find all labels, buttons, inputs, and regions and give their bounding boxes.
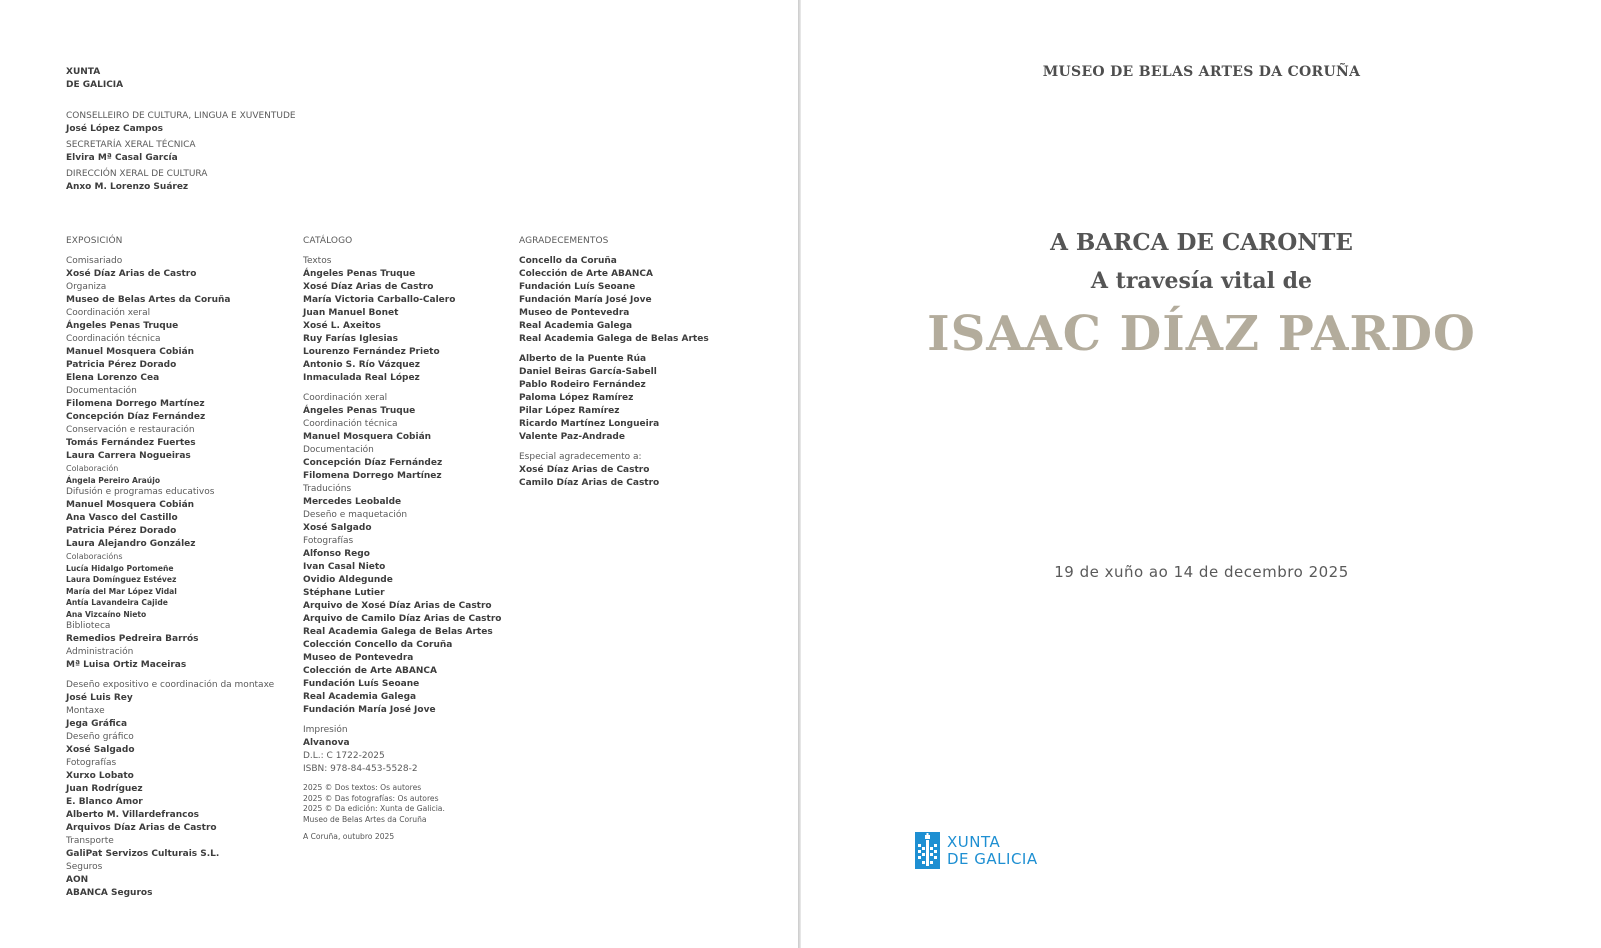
credit-role: Coordinación técnica (303, 419, 398, 429)
left-page (0, 0, 799, 948)
official-role: DIRECCIÓN XERAL DE CULTURA (66, 169, 208, 179)
credit-name: Concepción Díaz Fernández (66, 412, 206, 422)
logo-line-1: XUNTA (947, 832, 1001, 851)
credit-role: Deseño gráfico (66, 732, 134, 742)
credit-name: Alvanova (303, 738, 350, 748)
credit-name: Xosé Salgado (303, 523, 372, 533)
agradecementos-credits (519, 255, 709, 490)
imprint-line: Museo de Belas Artes da Coruña (303, 814, 427, 824)
credit-name: Xosé Díaz Arias de Castro (519, 465, 650, 475)
credit-role: Impresión (303, 725, 348, 735)
credit-name: Ángeles Penas Truque (303, 269, 416, 279)
credit-name: Manuel Mosquera Cobián (66, 500, 195, 510)
credit-name: Ángeles Penas Truque (303, 406, 416, 416)
credit-name: Tomás Fernández Fuertes (66, 438, 196, 448)
credit-name: Fundación Luís Seoane (303, 679, 420, 689)
credit-name: Ricardo Martínez Longueira (519, 419, 660, 429)
title-line-2: A travesía vital de (1090, 268, 1313, 294)
credit-name: Daniel Beiras García-Sabell (519, 367, 657, 377)
credit-name: AON (66, 875, 89, 885)
credit-name: Filomena Dorrego Martínez (66, 399, 205, 409)
credit-name: Patricia Pérez Dorado (66, 360, 177, 370)
credit-name: María del Mar López Vidal (66, 586, 177, 596)
credit-name: Xosé Salgado (66, 745, 135, 755)
catalogo-credits (303, 255, 501, 843)
credit-name: Patricia Pérez Dorado (66, 526, 177, 536)
credit-role: Conservación e restauración (66, 425, 195, 435)
exposicion-credits (66, 255, 274, 900)
officials-list (66, 107, 296, 194)
credit-name: Arquivo de Camilo Díaz Arias de Castro (303, 614, 502, 624)
credit-name: Concepción Díaz Fernández (303, 458, 443, 468)
credit-name: Real Academia Galega de Belas Artes (519, 334, 709, 344)
agradecementos-column (519, 235, 709, 490)
credit-name: María Victoria Carballo-Calero (303, 295, 456, 305)
credit-role: Colaboracións (66, 552, 123, 561)
title-main: ISAAC DÍAZ PARDO (927, 306, 1476, 362)
credit-name: Real Academia Galega (303, 692, 417, 702)
credit-role: Administración (66, 647, 134, 657)
logo-line-2: DE GALICIA (947, 849, 1038, 868)
credit-name: Laura Carrera Nogueiras (66, 451, 191, 461)
credit-name: Juan Manuel Bonet (303, 308, 399, 318)
credit-name: Fundación Luís Seoane (519, 282, 636, 292)
credit-role: Colaboración (66, 464, 119, 473)
credit-name: Laura Domínguez Estévez (66, 575, 177, 584)
credit-name: Xosé L. Axeitos (303, 321, 381, 331)
credit-role: Fotografías (66, 758, 117, 768)
xunta-masthead (66, 66, 123, 91)
credit-role: Montaxe (66, 706, 105, 716)
credit-role: D.L.: C 1722-2025 (303, 751, 385, 761)
xunta-logo (915, 832, 1038, 869)
credit-name: Stéphane Lutier (303, 588, 385, 598)
credit-name: Lourenzo Fernández Prieto (303, 347, 440, 357)
credit-name: Pablo Rodeiro Fernández (519, 380, 646, 390)
credit-role: Documentación (303, 445, 374, 455)
credit-role: Especial agradecemento a: (519, 452, 642, 462)
credit-role: Comisariado (66, 256, 123, 266)
imprint-line: 2025 © Das fotografías: Os autores (303, 793, 439, 803)
credit-role: Traducións (303, 484, 352, 494)
credit-role: Deseño e maquetación (303, 510, 408, 520)
credit-name: Fundación María José Jove (303, 705, 436, 715)
exposicion-column (66, 235, 274, 900)
credit-name: Mª Luisa Ortiz Maceiras (66, 660, 187, 670)
official-role: SECRETARÍA XERAL TÉCNICA (66, 140, 196, 150)
credit-name: Ruy Farías Iglesias (303, 334, 398, 344)
credit-role: Textos (303, 256, 332, 266)
spacer (303, 825, 501, 832)
agradecementos-heading: AGRADECEMENTOS (519, 236, 609, 246)
credit-name: Juan Rodríguez (66, 784, 143, 794)
credit-name: Colección Concello da Coruña (303, 640, 453, 650)
credit-name: Ángeles Penas Truque (66, 321, 179, 331)
credit-name: Museo de Belas Artes da Coruña (66, 295, 231, 305)
credit-role: Documentación (66, 386, 137, 396)
spacer (519, 444, 709, 451)
credit-name: Manuel Mosquera Cobián (303, 432, 432, 442)
credit-role: Transporte (66, 836, 114, 846)
credit-name: Arquivos Díaz Arias de Castro (66, 823, 217, 833)
credit-name: Ana Vasco del Castillo (66, 513, 178, 523)
credit-name: Real Academia Galega de Belas Artes (303, 627, 493, 637)
official-role: CONSELLEIRO DE CULTURA, LINGUA E XUVENTUDE (66, 111, 296, 121)
imprint-line: 2025 © Dos textos: Os autores (303, 783, 422, 792)
credit-name: Colección de Arte ABANCA (303, 666, 437, 676)
official-name: José López Campos (66, 124, 164, 134)
credit-name: Museo de Pontevedra (519, 308, 630, 318)
museum-name: MUSEO DE BELAS ARTES DA CORUÑA (1042, 64, 1361, 80)
credit-role: Coordinación técnica (66, 334, 161, 344)
credit-name: Fundación María José Jove (519, 295, 652, 305)
credit-name: Alberto M. Villardefrancos (66, 810, 199, 820)
credit-role: Coordinación xeral (66, 308, 151, 318)
credit-name: Ivan Casal Nieto (303, 562, 386, 572)
credit-role: Coordinación xeral (303, 393, 388, 403)
credit-name: E. Blanco Amor (66, 797, 143, 807)
credit-name: ABANCA Seguros (66, 888, 153, 898)
credit-name: Inmaculada Real López (303, 373, 420, 383)
credit-name: Alfonso Rego (303, 549, 370, 559)
exposicion-heading: EXPOSICIÓN (66, 236, 123, 246)
credit-name: Museo de Pontevedra (303, 653, 414, 663)
credit-name: Colección de Arte ABANCA (519, 269, 653, 279)
imprint-line: 2025 © Da edición: Xunta de Galicia. (303, 804, 445, 813)
credit-role: Biblioteca (66, 621, 111, 631)
spacer (303, 717, 501, 724)
right-page (800, 0, 1601, 948)
catalogo-heading: CATÁLOGO (303, 236, 353, 246)
credit-name: Remedios Pedreira Barrós (66, 634, 199, 644)
credit-role: Deseño expositivo e coordinación da montaxe (66, 680, 275, 690)
credit-name: Lucía Hidalgo Portomeñe (66, 563, 174, 573)
xunta-line-1: XUNTA (66, 67, 101, 77)
credit-name: Laura Alejandro González (66, 539, 196, 549)
credit-name: Pilar López Ramírez (519, 406, 620, 416)
credit-name: GaliPat Servizos Culturais S.L. (66, 849, 220, 859)
credit-name: Antía Lavandeira Cajide (66, 598, 168, 607)
credit-name: Elena Lorenzo Cea (66, 373, 160, 383)
imprint-line: A Coruña, outubro 2025 (303, 832, 395, 841)
credit-role: Organiza (66, 282, 107, 292)
credit-name: Mercedes Leobalde (303, 497, 402, 507)
official-name: Elvira Mª Casal García (66, 153, 178, 163)
spacer (519, 346, 709, 353)
credit-name: Antonio S. Río Vázquez (303, 360, 421, 370)
credit-name: Ángela Pereiro Araújo (66, 475, 161, 485)
exhibition-dates: 19 de xuño ao 14 de decembro 2025 (1054, 563, 1349, 581)
credit-role: ISBN: 978-84-453-5528-2 (303, 764, 418, 774)
credit-role: Fotografías (303, 536, 354, 546)
credit-name: Xurxo Lobato (66, 771, 134, 781)
credit-name: Manuel Mosquera Cobián (66, 347, 195, 357)
spacer (66, 672, 274, 679)
credit-name: Alberto de la Puente Rúa (519, 354, 647, 364)
xunta-line-2: DE GALICIA (66, 79, 124, 90)
credit-name: Xosé Díaz Arias de Castro (303, 282, 434, 292)
official-name: Anxo M. Lorenzo Suárez (66, 182, 189, 192)
credit-name: Xosé Díaz Arias de Castro (66, 269, 197, 279)
credit-name: Valente Paz-Andrade (519, 432, 625, 442)
credit-name: Paloma López Ramírez (519, 393, 634, 403)
spacer (303, 776, 501, 783)
credit-name: Camilo Díaz Arias de Castro (519, 478, 660, 488)
credit-name: Ovidio Aldegunde (303, 575, 393, 585)
credit-name: Real Academia Galega (519, 321, 633, 331)
credit-name: José Luis Rey (66, 693, 133, 703)
credit-role: Difusión e programas educativos (66, 487, 215, 497)
spacer (303, 385, 501, 392)
catalogo-column (303, 235, 501, 843)
xunta-de-galicia-emblem-icon (915, 832, 940, 869)
credit-name: Jega Gráfica (66, 719, 128, 729)
xunta-logo-text (947, 834, 1038, 868)
credit-name: Ana Vizcaíno Nieto (66, 609, 147, 619)
credit-name: Arquivo de Xosé Díaz Arias de Castro (303, 601, 492, 611)
credit-role: Seguros (66, 862, 103, 872)
title-line-1: A BARCA DE CARONTE (1050, 229, 1353, 256)
credit-name: Filomena Dorrego Martínez (303, 471, 442, 481)
credit-name: Concello da Coruña (519, 256, 617, 266)
